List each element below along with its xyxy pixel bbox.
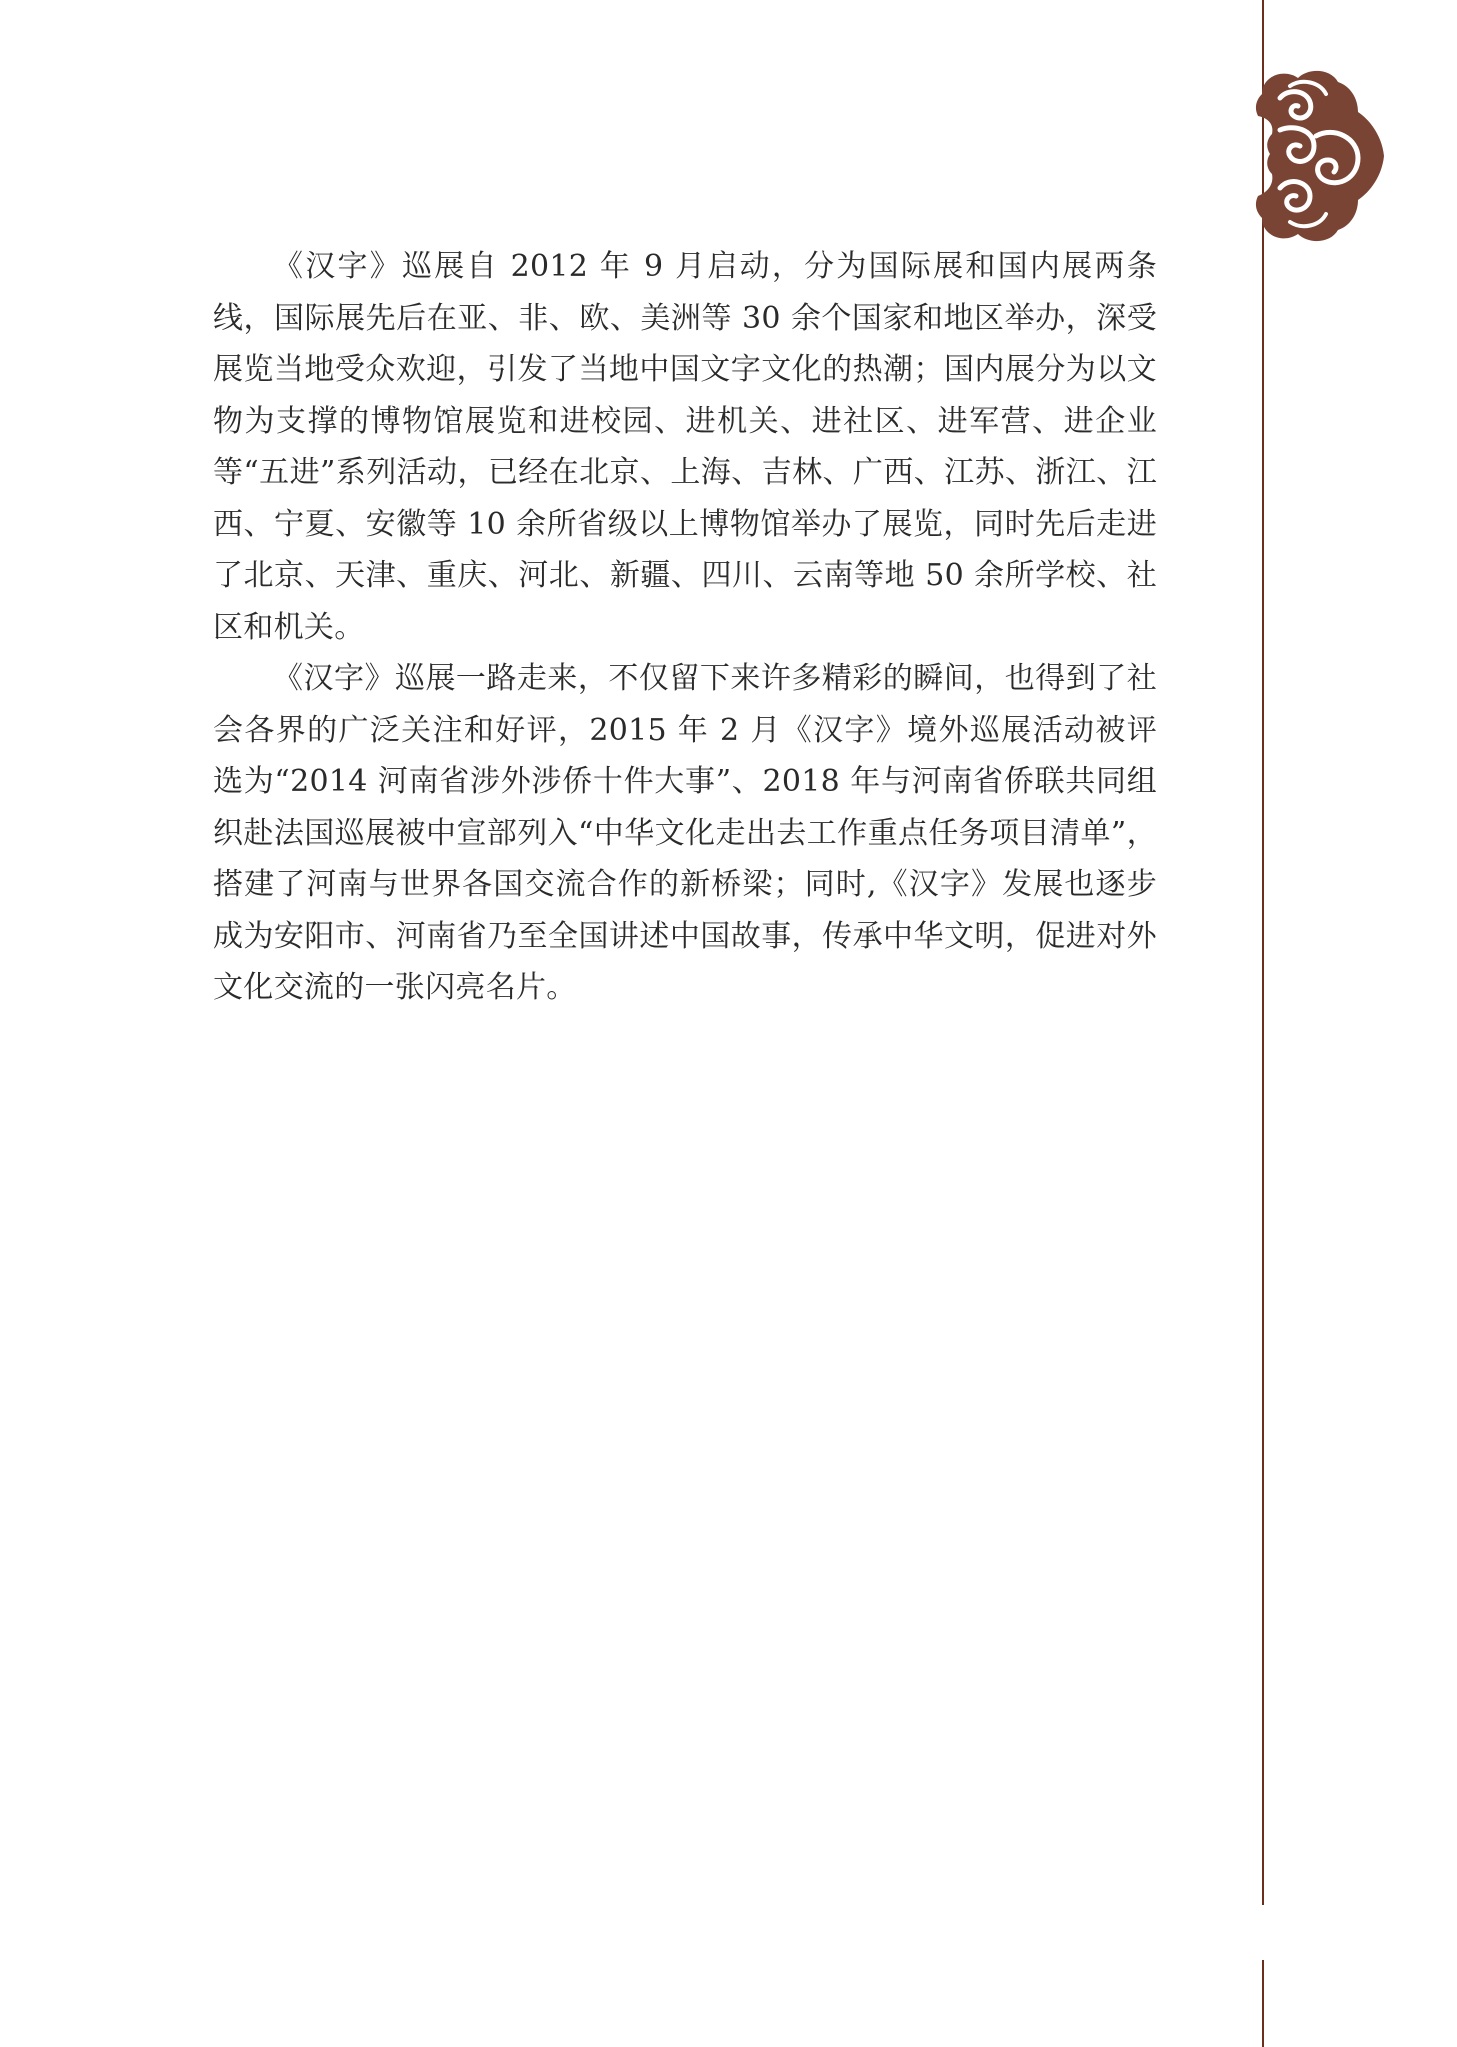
paragraph-1: 《汉字》巡展自 2012 年 9 月启动，分为国际展和国内展两条线，国际展先后在亚、非、欧、美洲等 30 余个国家和地区举办，深受展览当地受众欢迎，引发了当地中国文字文化的热潮；国内展分为以文物为支撑的博物馆展览和进校园、进机关、进社区、进军营、进企业等“五进”系列活动，已经在北京、上海、吉林、广西、江苏、浙江、江西、宁夏、安徽等 10 余所省级以上博物馆举办了展览，同时先后走进了北京、天津、重庆、河北、新疆、四川、云南等地 50 余所学校、社区和机关。 <box>213 249 1157 645</box>
right-margin-rule <box>1262 0 1264 1905</box>
auspicious-cloud-icon <box>1254 64 1384 254</box>
body-text <box>213 241 1157 1014</box>
right-margin-rule-lower <box>1262 1960 1264 2047</box>
paragraph-2: 《汉字》巡展一路走来，不仅留下来许多精彩的瞬间，也得到了社会各界的广泛关注和好评，2015 年 2 月《汉字》境外巡展活动被评选为“2014 河南省涉外涉侨十件大事”、2018 年与河南省侨联共同组织赴法国巡展被中宣部列入“中华文化走出去工作重点任务项目清单”，搭建了河南与世界各国交流合作的新桥梁；同时,《汉字》发展也逐步成为安阳市、河南省乃至全国讲述中国故事，传承中华文明，促进对外文化交流的一张闪亮名片。 <box>213 661 1157 1005</box>
